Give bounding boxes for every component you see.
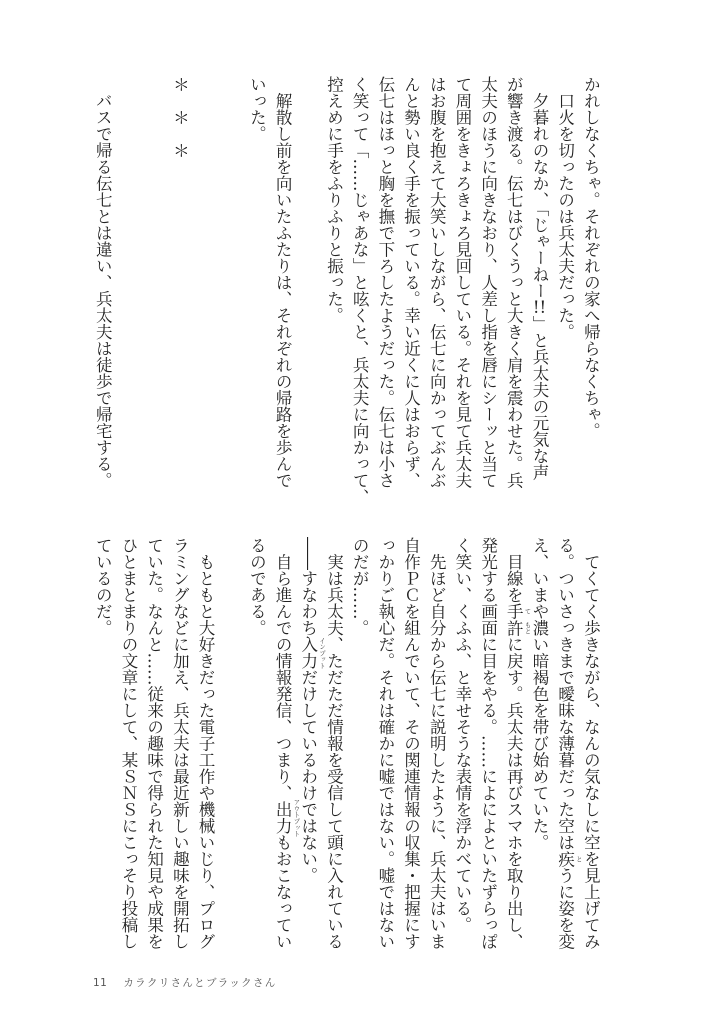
text-column: て周囲をきょろきょろ見回している。それを見て兵太夫 xyxy=(452,76,472,489)
running-title: カラクリさんとブラックさん xyxy=(123,977,277,989)
blank-line xyxy=(295,76,321,516)
ruby-base-text: 許 xyxy=(504,619,524,636)
lower-text-block xyxy=(89,537,603,977)
text-column: るのである。 xyxy=(247,537,267,636)
blank-line xyxy=(218,537,244,977)
text-segment: だけしているわけではない。 xyxy=(298,669,318,884)
text-column: っかりご執心だ。それは確かに嘘ではない。嘘ではない xyxy=(375,537,395,950)
ruby-base xyxy=(273,798,300,837)
text-segment: 」と兵太夫の元気な声 xyxy=(529,315,549,481)
tate-chu-yoko-exclamation: !! xyxy=(532,298,547,316)
scene-break-asterisks: ＊ ＊ ＊ xyxy=(170,76,190,159)
text-column: いった。 xyxy=(247,76,267,142)
text-column xyxy=(269,537,300,977)
ruby-annotation: もと xyxy=(523,621,531,635)
page-footer xyxy=(93,976,277,990)
text-column: ラミングなどに加え、兵太夫は最近新しい趣味を開拓し xyxy=(170,537,190,950)
text-column xyxy=(295,537,326,977)
text-column: 先ほど自分から伝七に説明したように、兵太夫はいま xyxy=(427,537,447,950)
page-number: 11 xyxy=(93,977,108,989)
text-column: のだが……。 xyxy=(350,537,370,636)
text-column: 実は兵太夫、ただただ情報を受信して頭に入れている xyxy=(324,537,344,950)
ruby-base-text: 手 xyxy=(504,603,524,620)
blank-line xyxy=(115,76,141,516)
blank-line xyxy=(218,76,244,516)
ruby-annotation: アウトプット xyxy=(292,798,300,837)
text-segment: 自ら進んでの情報発信、つまり、 xyxy=(273,537,293,801)
ruby-base xyxy=(504,603,531,620)
text-column: 解散し前を向いたふたりは、それぞれの帰路を歩んで xyxy=(273,76,293,489)
ruby-base-text: 疾 xyxy=(555,850,575,867)
text-column xyxy=(501,537,531,977)
text-column: ひとまとまりの文章にして、某ＳＮＳにこっそり投稿し xyxy=(118,537,138,950)
text-column: 太夫のほうに向きなおり、人差し指を唇にシーッと当て xyxy=(478,76,498,489)
text-column: 伝七はほっと胸を撫で下ろしたようだった。伝七は小さ xyxy=(375,76,395,489)
text-column: く笑って「……じゃあな」と呟くと、兵太夫に向かって、 xyxy=(350,76,370,505)
blank-line xyxy=(141,76,167,516)
ruby-annotation: て xyxy=(523,608,531,615)
text-column: ているのだ。 xyxy=(93,537,113,636)
text-segment: ――すなわち xyxy=(298,537,318,636)
text-column: かれしなくちゃ。それぞれの家へ帰らなくちゃ。 xyxy=(581,76,601,439)
text-column: く笑い、くふふ、と幸せそうな表情を浮かべている。 xyxy=(452,537,472,933)
text-column xyxy=(552,537,582,977)
ruby-base-text: 出力 xyxy=(273,801,293,834)
text-column xyxy=(526,76,552,516)
text-segment: 夕暮れのなか、「じゃーねー xyxy=(529,76,549,299)
text-column: バスで帰る伝七とは違い、兵太夫は徒歩で帰宅する。 xyxy=(93,76,113,489)
text-column: が響き渡る。伝七はびくうっと大きく肩を震わせた。兵 xyxy=(504,76,524,489)
text-column: 自作ＰＣを組んでいて、その関連情報の収集・把握にす xyxy=(401,537,421,950)
text-column: ていた。なんと……従来の趣味で得られた知見や成果を xyxy=(144,537,164,950)
blank-line xyxy=(192,76,218,516)
text-column: もともと大好きだった電子工作や機械いじり、プログ xyxy=(196,537,216,950)
text-segment: 目線を xyxy=(504,537,524,603)
ruby-base xyxy=(298,636,326,669)
ruby-base-text: 入力 xyxy=(298,636,318,669)
text-segment: うに姿を変 xyxy=(555,867,575,950)
text-column: てくてく歩きながら、なんの気なしに空を見上げてみ xyxy=(581,537,601,950)
text-column: 口火を切ったのは兵太夫だった。 xyxy=(555,76,575,340)
text-column: 発光する画面に目をやる。……によによといたずらっぽ xyxy=(478,537,498,950)
text-column: え、いまや濃い暗褐色を帯び始めていた。 xyxy=(529,537,549,851)
text-segment: る。ついさっきまで曖昧な薄暮だった空は xyxy=(555,537,575,851)
ruby-annotation: インプット xyxy=(318,636,326,669)
text-segment: に戻す。兵太夫は再びスマホを取り出し、 xyxy=(504,636,524,950)
ruby-annotation: と xyxy=(574,855,582,862)
upper-text-block xyxy=(89,76,603,516)
ruby-base xyxy=(504,619,531,637)
text-column: はお腹を抱えて大笑いしながら、伝七に向かってぶんぶ xyxy=(427,76,447,489)
text-segment: もおこなってい xyxy=(273,834,293,950)
text-column: んと勢い良く手を振っている。幸い近くに人はおらず、 xyxy=(401,76,421,489)
ruby-base xyxy=(555,850,582,868)
text-column: 控えめに手をふりふりと振った。 xyxy=(324,76,344,324)
